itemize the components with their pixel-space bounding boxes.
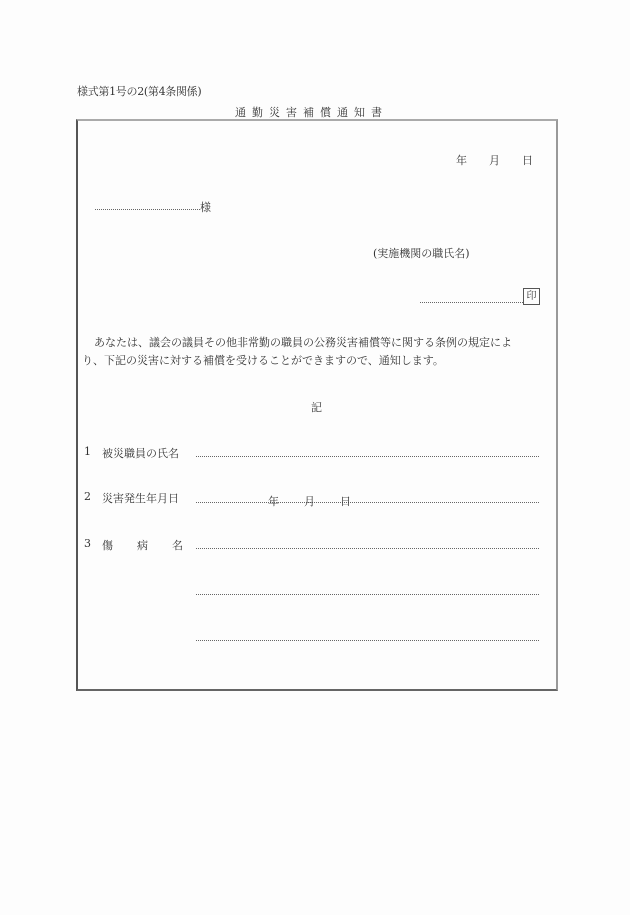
addressee-name-field[interactable] <box>95 209 200 210</box>
issuer-agency-label: (実施機関の職氏名) <box>373 247 470 260</box>
item-1-number: 1 <box>84 445 91 458</box>
issue-date <box>456 152 533 168</box>
day-label: 日 <box>522 154 533 167</box>
item-3-label <box>102 537 183 553</box>
incident-month-label: 月 <box>304 495 315 508</box>
injury-name-field-2[interactable] <box>196 594 539 595</box>
victim-name-field[interactable] <box>196 456 539 457</box>
addressee-honorific: 様 <box>200 201 211 214</box>
notice-line-1: あなたは、議会の議員その他非常勤の職員の公務災害補償等に関する条例の規定によ <box>94 336 512 349</box>
item-3-label-part-3: 名 <box>172 539 183 552</box>
item-2-number: 2 <box>84 490 91 503</box>
injury-name-field-1[interactable] <box>196 548 539 549</box>
item-3-label-part-1: 傷 <box>102 539 113 552</box>
incident-date-units <box>268 490 351 509</box>
incident-year-label: 年 <box>268 495 279 508</box>
notice-text <box>83 334 549 370</box>
document-title: 通勤災害補償通知書 <box>235 106 388 119</box>
month-label: 月 <box>489 154 500 167</box>
item-3-number: 3 <box>84 537 91 550</box>
item-3-label-part-2: 病 <box>137 539 148 552</box>
incident-day-label: 日 <box>340 495 351 508</box>
year-label: 年 <box>456 154 467 167</box>
notice-line-2: り、下記の災害に対する補償を受けることができますので、通知します。 <box>82 354 444 367</box>
seal-icon: 印 <box>523 288 540 305</box>
form-id: 様式第1号の2(第4条関係) <box>77 85 202 98</box>
issuer-name-field[interactable] <box>420 302 523 303</box>
incident-date-field[interactable] <box>196 502 539 503</box>
item-1-label: 被災職員の氏名 <box>102 447 179 460</box>
item-2-label: 災害発生年月日 <box>102 492 179 505</box>
injury-name-field-3[interactable] <box>196 640 539 641</box>
record-heading: 記 <box>311 401 322 414</box>
